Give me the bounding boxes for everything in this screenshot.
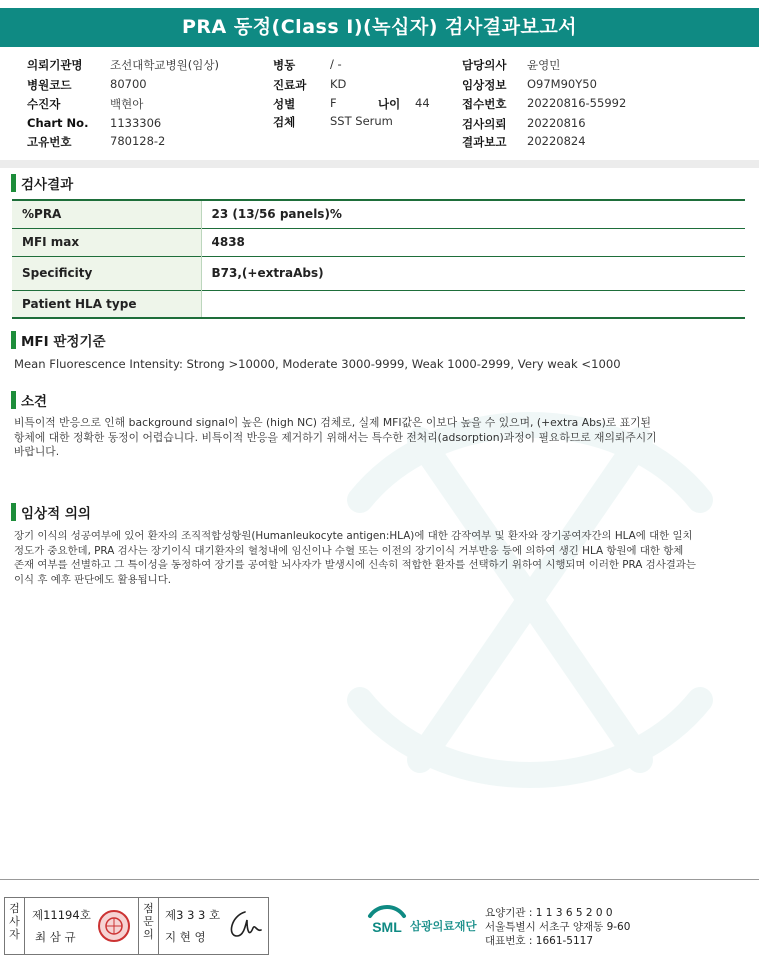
- sml-logo-icon: [366, 904, 408, 942]
- doctor-label: 담당의사: [462, 58, 507, 72]
- license-number: 요양기관 : 1 1 3 6 5 2 0 0: [485, 907, 613, 919]
- dept-value: KD: [330, 77, 347, 91]
- patient-info-panel: [0, 53, 759, 157]
- results-table: [12, 199, 745, 319]
- mfi-heading: [11, 330, 106, 350]
- opinion-heading: [11, 390, 47, 410]
- code-value: 80700: [110, 77, 147, 91]
- receipt-value: 20220816-55992: [527, 96, 627, 110]
- opinion-heading-text: 소견: [21, 394, 48, 410]
- footer-divider: [0, 879, 759, 880]
- table-row: [12, 290, 745, 318]
- table-row: [12, 228, 745, 256]
- opinion-text: [14, 416, 744, 460]
- opinion-line: 항체에 대한 정확한 동정이 어렵습니다. 비특이적 반응을 제거하기 위해서는 특수한 전처리(adsorption)과정이 필요하므로 재의뢰주시기: [14, 430, 657, 444]
- result-value: 23 (13/56 panels)%: [201, 200, 745, 228]
- contact-info: [485, 906, 630, 948]
- reviewer-license: 제3 3 3 호: [165, 908, 221, 922]
- opinion-line: 바랍니다.: [14, 445, 60, 458]
- phone-number: 대표번호 : 1661-5117: [485, 935, 594, 947]
- handwritten-signature-icon: [223, 906, 265, 946]
- specimen-value: SST Serum: [330, 114, 393, 128]
- table-row: [12, 256, 745, 290]
- heading-bar: [11, 174, 16, 192]
- clinical-heading-text: 임상적 의의: [21, 506, 91, 522]
- clinical-info-value: O97M90Y50: [527, 77, 597, 91]
- result-value: B73,(+extraAbs): [201, 256, 745, 290]
- doctor-value: 윤영민: [527, 58, 561, 72]
- clinical-line: 장기 이식의 성공여부에 있어 환자의 조직적합성항원(Humanleukocyte antigen:HLA)에 대한 감작여부 및 환자와 장기공여자간의 HLA에 대한 일치: [14, 530, 693, 542]
- heading-bar: [11, 503, 16, 521]
- clinical-text: [14, 529, 744, 587]
- reviewer-name: 지 현 영: [165, 930, 206, 944]
- report-date-value: 20220824: [527, 134, 586, 148]
- age-value: 44: [415, 96, 430, 110]
- specimen-label: 검체: [273, 115, 296, 129]
- ward-value: / -: [330, 57, 342, 71]
- reviewer-label: 점문의: [143, 902, 154, 941]
- mfi-heading-text: MFI 판정기준: [21, 334, 106, 350]
- divider: [158, 898, 159, 954]
- result-value: [201, 290, 745, 318]
- result-key: %PRA: [12, 200, 201, 228]
- request-value: 20220816: [527, 116, 586, 130]
- divider: [24, 898, 25, 954]
- inst-value: 조선대학교병원(임상): [110, 58, 219, 72]
- table-row: [12, 200, 745, 228]
- request-label: 검사의뢰: [462, 117, 507, 131]
- examiner-license: 제11194호: [32, 908, 91, 922]
- opinion-line: 비특이적 반응으로 인해 background signal이 높은 (high NC) 검체로, 실제 MFI값은 이보다 높을 수 있으며, (+extra Abs)로 표기된: [14, 416, 651, 429]
- sex-value: F: [330, 96, 337, 110]
- receipt-label: 접수번호: [462, 97, 507, 111]
- id-label: 고유번호: [27, 135, 72, 149]
- clinical-heading: [11, 502, 91, 522]
- code-label: 병원코드: [27, 78, 72, 92]
- age-label: 나이: [378, 97, 401, 111]
- result-key: MFI max: [12, 228, 201, 256]
- patient-value: 백현아: [110, 97, 144, 111]
- result-key: Patient HLA type: [12, 290, 201, 318]
- clinical-line: 존재 여부를 선별하고 그 특이성을 동정하여 장기를 공여할 뇌사자가 발생시에 신속히 적합한 환자를 선택하기 위하여 시행되며 이러한 PRA 검사결과는: [14, 559, 696, 571]
- sex-label: 성별: [273, 97, 296, 111]
- ward-label: 병동: [273, 58, 296, 72]
- clinical-line: 정도가 중요한데, PRA 검사는 장기이식 대기환자의 혈청내에 임신이나 수혈 또는 이전의 장기이식 거부반응 등에 의하여 생긴 HLA 항원에 대한 항체: [14, 544, 684, 557]
- clinical-info-label: 임상정보: [462, 78, 507, 92]
- clinical-line: 이식 후 예후 판단에도 활용됩니다.: [14, 573, 172, 586]
- inst-label: 의뢰기관명: [27, 58, 83, 72]
- results-heading: [11, 173, 73, 193]
- results-heading-text: 검사결과: [21, 177, 74, 193]
- sml-logo: [366, 904, 408, 942]
- org-name: 삼광의료재단: [410, 919, 477, 933]
- seal-stamp-icon: [97, 909, 131, 943]
- address: 서울특별시 서초구 양재동 9-60: [485, 921, 631, 933]
- mfi-criteria-text: Mean Fluorescence Intensity: Strong >10000, Moderate 3000-9999, Weak 1000-2999, Very weak <1000: [14, 357, 621, 371]
- report-date-label: 결과보고: [462, 135, 507, 149]
- chart-label: Chart No.: [27, 116, 89, 130]
- heading-bar: [11, 391, 16, 409]
- id-value: 780128-2: [110, 134, 166, 148]
- examiner-name: 최 삼 규: [35, 930, 76, 944]
- result-value: 4838: [201, 228, 745, 256]
- dept-label: 진료과: [273, 78, 307, 92]
- heading-bar: [11, 331, 16, 349]
- result-key: Specificity: [12, 256, 201, 290]
- chart-value: 1133306: [110, 116, 162, 130]
- report-title: PRA 동정(Class I)(녹십자) 검사결과보고서: [0, 8, 759, 47]
- signature-box: [4, 897, 269, 955]
- examiner-label: 검사자: [9, 902, 20, 941]
- divider: [138, 898, 139, 954]
- watermark-logo: [300, 320, 759, 880]
- section-divider: [0, 160, 759, 168]
- patient-label: 수진자: [27, 97, 61, 111]
- svg-text:SML: SML: [372, 919, 402, 935]
